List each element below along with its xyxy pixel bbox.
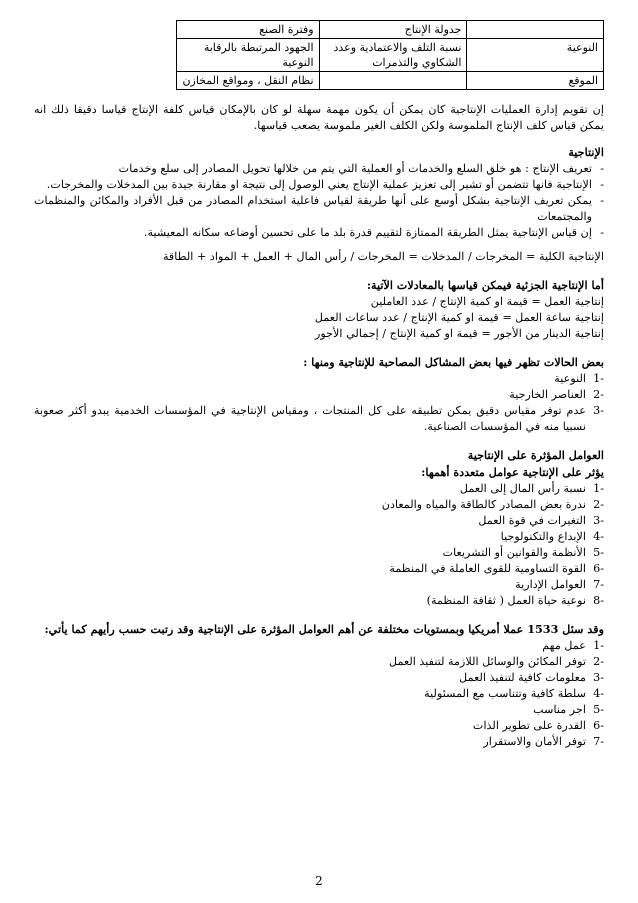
table-cell xyxy=(35,72,177,90)
formula-line: إنتاجية العمل = قيمة او كمية الإنتاج / عدد العاملين xyxy=(370,295,604,308)
table-cell xyxy=(467,21,604,39)
list-item: -3 التغيرات في قوة العمل xyxy=(478,514,604,527)
table-cell: الموقع xyxy=(467,72,604,90)
section-subheading: يؤثر على الإنتاجية عوامل متعددة أهمها: xyxy=(421,465,604,479)
section-heading: العوامل المؤثرة على الإنتاجية xyxy=(467,448,604,462)
section-heading: وقد سئل 1533 عملا أمريكيا وبمستويات مختلفة عن أهم العوامل المؤثرة على الإنتاجية وقد رتبت حسب رأيهم كما يأتي: xyxy=(44,622,604,636)
table-cell: نظام النقل ، ومواقع المخازن xyxy=(177,72,319,90)
list-item: -2 ندرة بعض المصادر كالطاقة والمياه والمعادن xyxy=(381,498,604,511)
intro-paragraph: إن تقويم إدارة العمليات الإنتاجية كان يمكن أن يكون مهمة سهلة لو كان بالإمكان قياس كلفة الإنتاج قياسا دقيقا ذلك انه يمكن قياس كلف الإنتاج الملموسة ولكن الكلف الغير ملموسة يصعب قياسها. xyxy=(34,103,604,132)
table-cell: الجهود المرتبطة بالرقابة النوعية xyxy=(177,39,319,72)
section-heading: أما الإنتاجية الجزئية فيمكن قياسها بالمعادلات الآتية: xyxy=(366,278,604,292)
list-item: -6 القوة التساومية للقوى العاملة في المنظمة xyxy=(389,562,604,575)
list-item: -5 الأنظمة والقوانين أو التشريعات xyxy=(442,546,604,559)
list-item: -3 عدم توفر مقياس دقيق يمكن تطبيقه على كل المنتجات ، ومقياس الإنتاجية في المؤسسات الخدمية يبدو أكثر صعوبة نسبيا منه في المؤسسات الصناعية. xyxy=(34,404,604,433)
list-item: - تعريف الإنتاج : هو خلق السلع والخدمات أو العملية التي يتم من خلالها تحويل المصادر إلى سلع وخدمات xyxy=(118,162,604,175)
list-item: -7 العوامل الإدارية xyxy=(515,578,604,591)
list-item: -7 توفر الأمان والاستقرار xyxy=(483,735,604,748)
total-productivity-formula: الإنتاجية الكلية = المخرجات / المدخلات = المخرجات / رأس المال + العمل + المواد + الطاقة xyxy=(162,250,604,263)
list-item: -2 العناصر الخارجية xyxy=(509,388,604,401)
table-cell: نسبة التلف والاعتمادية وعدد الشكاوي والتذمرات xyxy=(319,39,467,72)
list-item: -2 توفر المكائن والوسائل اللازمة لتنفيذ العمل xyxy=(389,655,604,668)
document-page xyxy=(34,20,604,750)
summary-table xyxy=(34,20,604,90)
list-item: -6 القدرة على تطوير الذات xyxy=(472,719,604,732)
survey-list xyxy=(34,638,604,750)
table-cell xyxy=(35,39,177,72)
list-item: -5 اجر مناسب xyxy=(533,703,604,716)
table-cell xyxy=(319,72,467,90)
list-item: - إن قياس الإنتاجية يمثل الطريقة الممتازة لتقييم قدرة بلد ما على تحسين أوضاعه سكانه المعيشية. xyxy=(143,226,604,239)
factors-list xyxy=(34,481,604,609)
list-item: -4 سلطة كافية وتتناسب مع المسئولية xyxy=(424,687,604,700)
list-item: -1 عمل مهم xyxy=(542,639,604,652)
formula-line: إنتاجية الدينار من الأجور = قيمة او كمية الإنتاج / إجمالي الأجور xyxy=(314,327,604,340)
list-item: -3 معلومات كافية لتنفيذ العمل xyxy=(459,671,604,684)
list-item: -1 النوعية xyxy=(554,372,604,385)
section-heading: بعض الحالات تظهر فيها بعض المشاكل المصاحبة للإنتاجية ومنها : xyxy=(303,355,604,369)
table-cell: النوعية xyxy=(467,39,604,72)
section-heading: الإنتاجية xyxy=(568,145,604,159)
table-row xyxy=(35,39,604,72)
list-item: - الإنتاجية فانها تتضمن أو تشير إلى تعزيز عملية الإنتاج يعني الوصول إلى نتيجة او مقارنة جيدة بين المدخلات والمخرجات. xyxy=(46,178,604,191)
list-item: - يمكن تعريف الإنتاجية بشكل أوسع على أنها طريقة لقياس فاعلية استخدام المصادر من قبل الأفراد والمكائن والمنظمات والمجتمعات xyxy=(34,194,604,223)
table-cell: وفترة الصنع xyxy=(177,21,319,39)
list-item: -8 نوعية حياة العمل ( ثقافة المنظمة) xyxy=(426,594,604,607)
table-cell xyxy=(35,21,177,39)
page-number: 2 xyxy=(315,874,323,888)
table-row xyxy=(35,72,604,90)
formula-line: إنتاجية ساعة العمل = قيمة او كمية الإنتاج / عدد ساعات العمل xyxy=(314,311,604,324)
table-cell: جدولة الإنتاج xyxy=(319,21,467,39)
definition-list xyxy=(34,161,604,241)
list-item: -1 نسبة رأس المال إلى العمل xyxy=(459,482,604,495)
problems-list xyxy=(34,371,604,435)
table-row xyxy=(35,21,604,39)
list-item: -4 الإبداع والتكنولوجيا xyxy=(500,530,604,543)
